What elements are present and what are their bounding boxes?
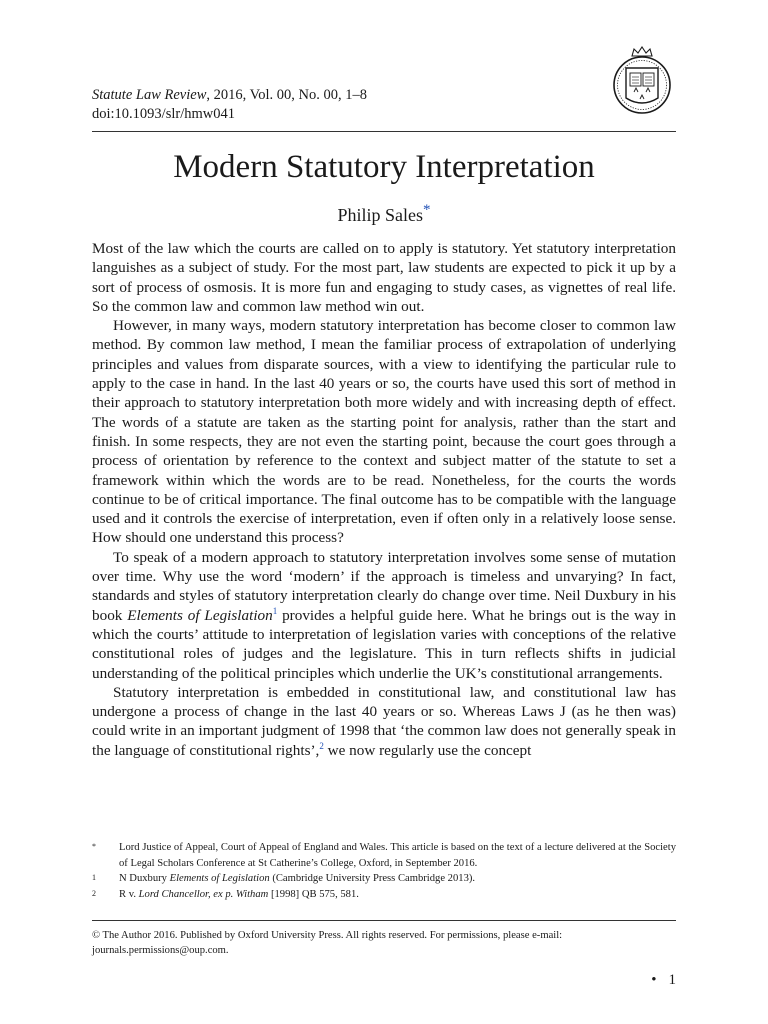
paragraph-4-text-a: Statutory interpretation is embedded in constitutional law, and constitutional law has undergone a process of change in the last 40 years or so. Whereas Laws J (as he then was) could write in an important judgment of 1998 that ‘the common law does not generally speak in the language of constitutional rights’,	[92, 683, 676, 759]
footnotes	[92, 840, 676, 902]
oxford-university-press-seal-icon	[610, 44, 674, 118]
header-rule	[92, 131, 676, 132]
author-line	[92, 198, 676, 227]
footnote-text: Lord Justice of Appeal, Court of Appeal of England and Wales. This article is based on the text of a lecture delivered at the Society of Legal Scholars Conference at St Catherine’s College, Oxford, in September 2016.	[119, 842, 676, 869]
footnote-1	[92, 871, 676, 887]
footnote-ref-1[interactable]: 1	[272, 605, 278, 616]
footnote-text-post: [1998] QB 575, 581.	[268, 888, 359, 900]
footnote-mark: *	[92, 842, 96, 851]
journal-citation	[92, 86, 512, 105]
paragraph-3-text-b: provides a helpful guide here. What he brings out is the way in which the courts’ attitude to interpretation of legislation varies with conceptions of the relative constitutional roles of judges and the legislature. This in turn reflects shifts in judicial understanding of the political principles which underlie the UK’s constitutional arrangements.	[92, 606, 676, 682]
footnote-italic: Lord Chancellor, ex p. Witham	[138, 888, 269, 900]
book-title: Elements of Legislation	[127, 606, 273, 624]
author-footnote-marker[interactable]: *	[423, 202, 431, 218]
page-number	[640, 972, 676, 989]
article-title: Modern Statutory Interpretation	[173, 149, 595, 185]
footnote-mark: 2	[92, 888, 96, 898]
footnote-text-post: (Cambridge University Press Cambridge 2013).	[269, 873, 476, 884]
footnote-text-pre: R v.	[119, 888, 139, 900]
journal-name: Statute Law Review	[92, 87, 207, 103]
paragraph-2: However, in many ways, modern statutory interpretation has become closer to common law method. By common law method, I mean the familiar process of extrapolation of underlying principles and values from disparate sources, with a view to identifying the particular rule to apply to the case in hand. In the last 40 years or so, the courts have used this sort of method in their approach to statutory interpretation both more widely and with increasing depth of effect. The words of a statute are taken as the starting point for analysis, rather than the start and finish. In some respects, they are not even the starting point, because the court goes through a process of orientation by reference to the context and subject matter of the statute to set a framework within which the words are to be read. Nonetheless, for the courts the words continue to be of critical importance. The final outcome has to be compatible with the language used and it controls the exercise of interpretation, even if often only in a relatively loose sense. How should one understand this process?	[92, 317, 676, 547]
footer-rule	[92, 920, 676, 921]
paragraph-4	[92, 683, 676, 760]
doi: doi:10.1093/slr/hmw041	[92, 106, 235, 122]
footnote-ref-2[interactable]: 2	[319, 740, 324, 751]
paragraph-4-text-b: we now regularly use the concept	[323, 741, 532, 759]
paragraph-3-text-a: To speak of a modern approach to statutory interpretation involves some sense of mutation over time. Why use the word ‘modern’ if the approach is timeless and unvarying? In fact, standards and styles of statutory interpretation clearly do change over time. Neil Duxbury in his book	[92, 548, 676, 624]
paragraph-3	[92, 548, 676, 683]
copyright-notice: © The Author 2016. Published by Oxford University Press. All rights reserved. For permissions, please e-mail: journals.permissions@oup.com.	[92, 930, 563, 956]
footnote-italic: Elements of Legislation	[169, 873, 270, 884]
footnote-2	[92, 887, 676, 903]
footnote-mark: 1	[92, 873, 96, 882]
journal-header	[92, 86, 512, 124]
paragraph-1: Most of the law which the courts are called on to apply is statutory. Yet statutory interpretation languishes as a subject of study. For the most part, law students are expected to pick it up by a sort of process of osmosis. It is more fun and engaging to study cases, as vignettes of real life. So the common law and common law method win out.	[92, 240, 676, 315]
page-bullet: •	[651, 972, 657, 988]
page-number-value: 1	[668, 972, 676, 988]
footnote-star	[92, 840, 676, 871]
author-name: Philip Sales	[337, 205, 423, 225]
article-body	[92, 239, 676, 760]
volume-info: , 2016, Vol. 00, No. 00, 1–8	[206, 87, 367, 103]
footnote-text-pre: N Duxbury	[119, 873, 170, 884]
